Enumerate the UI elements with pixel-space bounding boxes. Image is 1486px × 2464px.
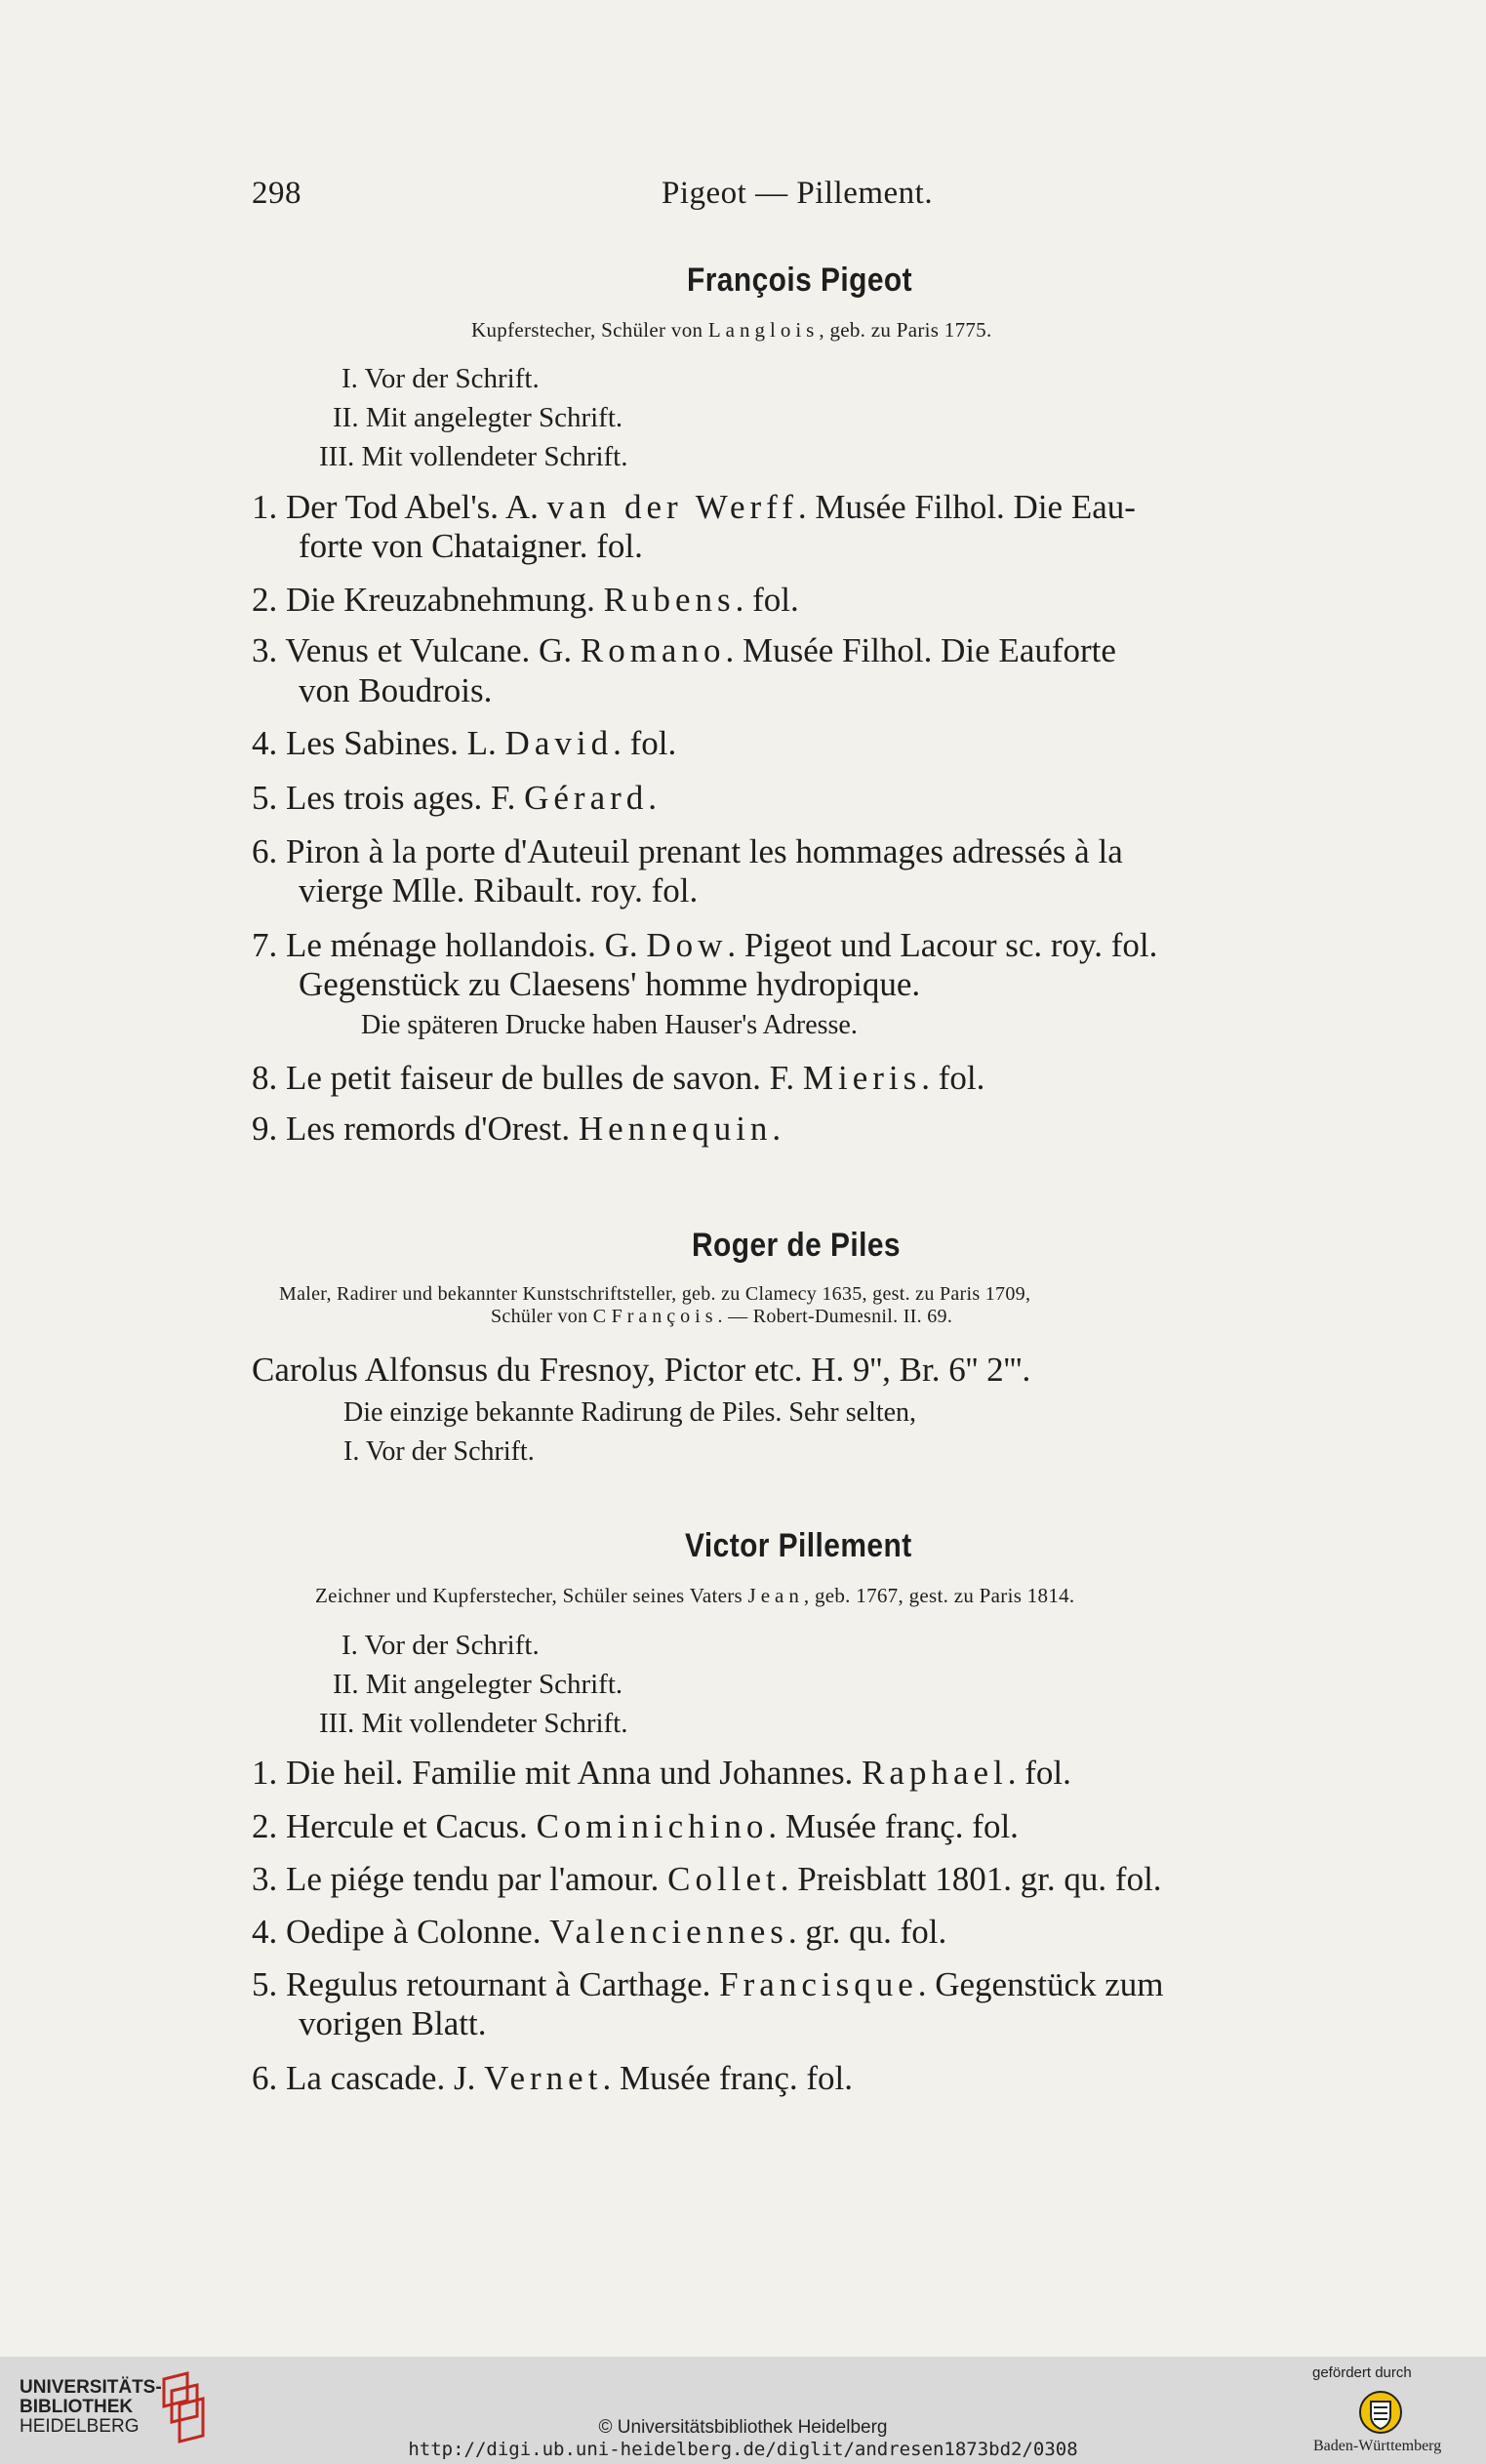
list-item: 7. Le ménage hollandois. G. Dow. Pigeot und Lacour sc. roy. fol.: [252, 926, 1158, 964]
list-item: 4. Les Sabines. L. David. fol.: [252, 724, 677, 762]
library-name-line: BIBLIOTHEK: [20, 2397, 134, 2417]
list-item: 5. Regulus retournant à Carthage. Francisque. Gegenstück zum: [252, 1965, 1164, 2003]
list-item: 6. Piron à la porte d'Auteuil prenant les hommages adressés à la: [252, 832, 1123, 870]
list-item: 4. Oedipe à Colonne. Valenciennes. gr. qu. fol.: [252, 1913, 947, 1951]
list-item-continuation: Gegenstück zu Claesens' homme hydropique.: [299, 965, 921, 1003]
list-item-continuation: vierge Mlle. Ribault. roy. fol.: [299, 871, 699, 909]
state-line: III. Mit vollendeter Schrift.: [319, 441, 628, 472]
list-item: 2. Hercule et Cacus. Cominichino. Musée franç. fol.: [252, 1807, 1019, 1845]
state-line: II. Mit angelegter Schrift.: [333, 402, 623, 433]
section-subtitle-pigeot: Kupferstecher, Schüler von Langlois, geb. zu Paris 1775.: [471, 318, 992, 342]
section-subtitle-pillement: Zeichner und Kupferstecher, Schüler seines Vaters Jean, geb. 1767, gest. zu Paris 1814.: [315, 1584, 1075, 1607]
section-subtitle-piles-line2: Schüler von C François. — Robert-Dumesnil. II. 69.: [491, 1306, 953, 1327]
list-item: 2. Die Kreuzabnehmung. Rubens. fol.: [252, 581, 799, 619]
list-item: 3. Le piége tendu par l'amour. Collet. Preisblatt 1801. gr. qu. fol.: [252, 1860, 1162, 1898]
list-item-continuation: vorigen Blatt.: [299, 2004, 487, 2042]
section-title-piles: Roger de Piles: [692, 1227, 902, 1264]
list-item: 5. Les trois ages. F. Gérard.: [252, 779, 658, 817]
list-item: 1. Die heil. Familie mit Anna und Johannes. Raphael. fol.: [252, 1754, 1071, 1792]
state-line: I. Vor der Schrift.: [341, 363, 540, 394]
running-title: Pigeot — Pillement.: [662, 176, 934, 211]
funder-name: Baden-Württemberg: [1313, 2438, 1442, 2454]
section-subtitle-piles: Maler, Radirer und bekannter Kunstschriftsteller, geb. zu Clamecy 1635, gest. zu Paris 1709,: [279, 1283, 1031, 1305]
list-item: 8. Le petit faiseur de bulles de savon. F. Mieris. fol.: [252, 1059, 985, 1097]
page-number: 298: [252, 176, 301, 211]
state-line: I. Vor der Schrift.: [343, 1436, 535, 1467]
list-item-continuation: von Boudrois.: [299, 671, 493, 709]
list-item: 3. Venus et Vulcane. G. Romano. Musée Filhol. Die Eauforte: [252, 631, 1116, 669]
list-item-note: Die späteren Drucke haben Hauser's Adresse.: [361, 1010, 858, 1040]
section-title-pigeot: François Pigeot: [687, 262, 913, 299]
library-name-line: HEIDELBERG: [20, 2416, 140, 2437]
footer-bar: [0, 2357, 1486, 2464]
permalink-url[interactable]: http://digi.ub.uni-heidelberg.de/diglit/andresen1873bd2/0308: [408, 2439, 1078, 2460]
state-line: II. Mit angelegter Schrift.: [333, 1669, 623, 1700]
list-item: 9. Les remords d'Orest. Hennequin.: [252, 1110, 782, 1148]
state-line: I. Vor der Schrift.: [341, 1630, 540, 1661]
library-name-line: UNIVERSITÄTS-: [20, 2377, 162, 2398]
list-item-continuation: forte von Chataigner. fol.: [299, 527, 643, 565]
entry-line-piles: Carolus Alfonsus du Fresnoy, Pictor etc. H. 9'', Br. 6'' 2'''.: [252, 1351, 1031, 1389]
list-item: 1. Der Tod Abel's. A. van der Werff. Musée Filhol. Die Eau-: [252, 488, 1136, 526]
list-item: 6. La cascade. J. Vernet. Musée franç. fol.: [252, 2059, 854, 2097]
state-line: III. Mit vollendeter Schrift.: [319, 1708, 628, 1739]
funded-by-label: gefördert durch: [1312, 2364, 1412, 2381]
copyright-text: © Universitätsbibliothek Heidelberg: [598, 2417, 888, 2438]
coat-of-arms-icon: [1358, 2390, 1403, 2440]
section-title-pillement: Victor Pillement: [685, 1527, 912, 1564]
note-piles: Die einzige bekannte Radirung de Piles. Sehr selten,: [343, 1397, 917, 1428]
